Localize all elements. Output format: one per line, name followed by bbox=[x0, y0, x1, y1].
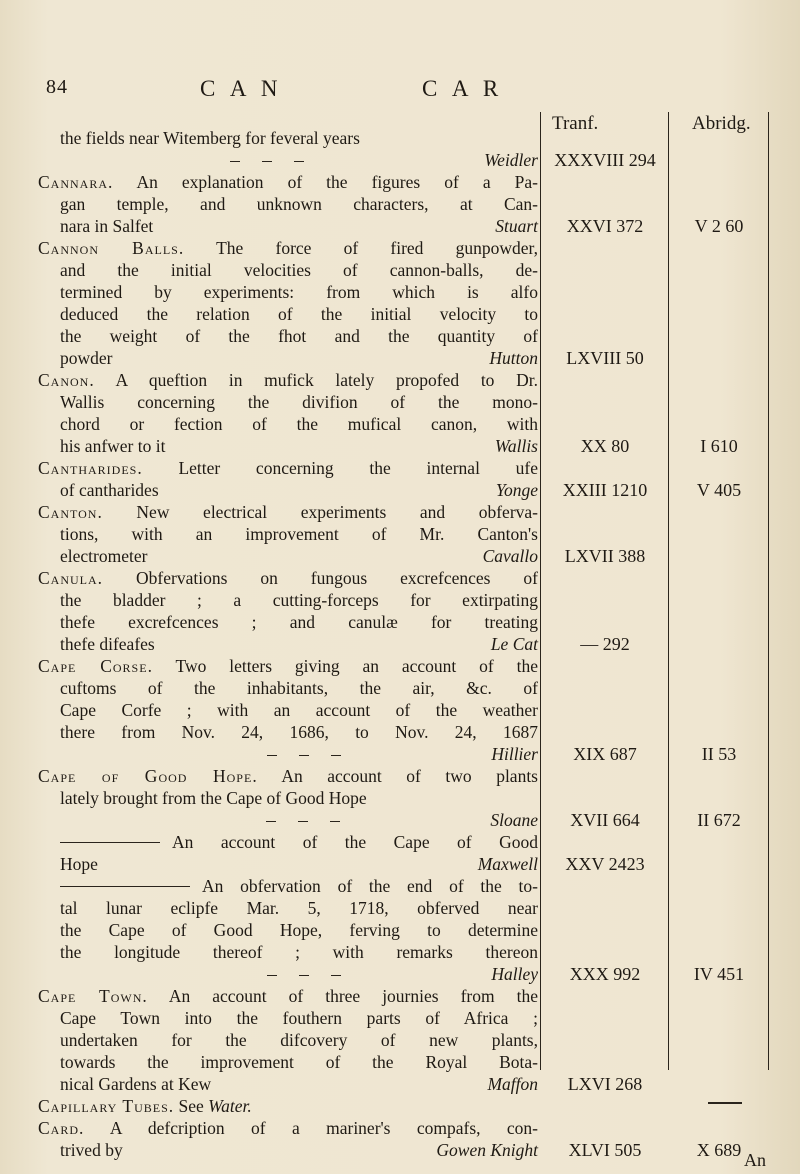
entry-head: Cape Corse. bbox=[38, 656, 153, 676]
entry-text-line: cuftoms of the inhabitants, the air, &c. of bbox=[60, 678, 538, 698]
entry-head: Cape Town. bbox=[38, 986, 148, 1006]
column-rule bbox=[768, 112, 769, 1070]
entry-text-line: tions, with an improvement of Mr. Canton's bbox=[60, 524, 538, 544]
entry-text-line: trived by bbox=[60, 1140, 123, 1160]
transactions-ref: XIX 687 bbox=[573, 744, 637, 764]
entry-text-line: lately brought from the Cape of Good Hope bbox=[60, 788, 367, 808]
entry-first-line: Cape of Good Hope. An account of two plants bbox=[38, 766, 538, 786]
transactions-ref: XXXVIII 294 bbox=[554, 150, 656, 170]
entry-author: Stuart bbox=[495, 216, 538, 236]
entry-first-line: An obfervation of the end of the to- bbox=[60, 876, 538, 896]
entry-author: Halley bbox=[491, 964, 538, 984]
column-head-transactions: Tranf. bbox=[552, 113, 599, 134]
entry-author: Maffon bbox=[487, 1074, 538, 1094]
entry-first-line: Cantharides. Letter concerning the internal ufe bbox=[38, 458, 538, 478]
catchword-rule bbox=[708, 1102, 742, 1104]
entry-author: Gowen Knight bbox=[436, 1140, 538, 1160]
entry-text-line: of cantharides bbox=[60, 480, 159, 500]
entry-text-line: powder bbox=[60, 348, 113, 368]
transactions-ref: XX 80 bbox=[580, 436, 630, 456]
cross-reference: Water. bbox=[208, 1096, 252, 1116]
catchword: An bbox=[744, 1150, 766, 1170]
abridgment-ref: II 672 bbox=[697, 810, 741, 830]
entry-first-line: Card. A defcription of a mariner's compafs, con- bbox=[38, 1118, 538, 1138]
entry-text-line: Cape Corfe ; with an account of the weather bbox=[60, 700, 538, 720]
entry-author: Yonge bbox=[495, 480, 538, 500]
entry-head: Canula. bbox=[38, 568, 104, 588]
entry-text-line: the Cape of Good Hope, ferving to determine bbox=[60, 920, 538, 940]
entry-author-line bbox=[38, 744, 538, 764]
entry-text-line: the longitude thereof ; with remarks thereon bbox=[60, 942, 538, 962]
entry-text-line: thefe excrefcences ; and canulæ for treating bbox=[60, 612, 538, 632]
transactions-ref: XLVI 505 bbox=[568, 1140, 642, 1160]
entry-text-line: and the initial velocities of cannon-balls, de- bbox=[60, 260, 538, 280]
entry-head: Card. bbox=[38, 1118, 85, 1138]
column-head-abridgment: Abridg. bbox=[692, 113, 751, 134]
entry-text-line: Hope bbox=[60, 854, 98, 874]
entry-text-line: the weight of the fhot and the quantity of bbox=[60, 326, 538, 346]
abridgment-ref: IV 451 bbox=[693, 964, 745, 984]
entry-head: Cannara. bbox=[38, 172, 114, 192]
entry-first-line: Canon. A queftion in mufick lately propofed to Dr. bbox=[38, 370, 538, 390]
entry-first-line: Cannara. An explanation of the figures of a Pa- bbox=[38, 172, 538, 192]
running-head-right: C A R bbox=[422, 76, 504, 101]
transactions-ref: XXV 2423 bbox=[565, 854, 645, 874]
entry-head: Cannon Balls. bbox=[38, 238, 185, 258]
transactions-ref: XXVI 372 bbox=[566, 216, 644, 236]
transactions-ref: XXIII 1210 bbox=[562, 480, 648, 500]
entry-text-line: Cape Town into the fouthern parts of Africa ; bbox=[60, 1008, 538, 1028]
running-head-left: C A N bbox=[200, 76, 283, 101]
entry-text-line: his anfwer to it bbox=[60, 436, 166, 456]
entry-text-line: tal lunar eclipfe Mar. 5, 1718, obferved near bbox=[60, 898, 538, 918]
entry-text-line: termined by experiments: from which is alfo bbox=[60, 282, 538, 302]
entry-first-line: Canula. Obfervations on fungous excrefcences of bbox=[38, 568, 539, 588]
entry-text-line: Wallis concerning the divifion of the mono- bbox=[60, 392, 538, 412]
entry-head: Capillary Tubes. bbox=[38, 1096, 175, 1116]
entry-author: Le Cat bbox=[490, 634, 538, 654]
entry-text-line: deduced the relation of the initial velocity to bbox=[60, 304, 538, 324]
entry-first-line: An account of the Cape of Good bbox=[60, 832, 538, 852]
entry-author: Hutton bbox=[489, 348, 538, 368]
entry-author-line bbox=[38, 964, 538, 984]
entry-author: Sloane bbox=[490, 810, 538, 830]
entry-text-line: the bladder ; a cutting-forceps for extirpating bbox=[60, 590, 538, 610]
entry-text-line: there from Nov. 24, 1686, to Nov. 24, 1687 bbox=[60, 722, 538, 742]
entry-author-line bbox=[38, 810, 538, 830]
transactions-ref: LXVI 268 bbox=[567, 1074, 643, 1094]
entry-head: Canton. bbox=[38, 502, 103, 522]
entry-author: Cavallo bbox=[482, 546, 538, 566]
entry-text-line: undertaken for the difcovery of new plants, bbox=[60, 1030, 538, 1050]
transactions-ref: LXVIII 50 bbox=[566, 348, 644, 368]
entry-head: Cape of Good Hope. bbox=[38, 766, 258, 786]
entry-author: Wallis bbox=[494, 436, 538, 456]
entry-first-line: Cannon Balls. The force of fired gunpowder, bbox=[38, 238, 538, 258]
entry-text-line: towards the improvement of the Royal Bota- bbox=[60, 1052, 538, 1072]
entry-text-line: the fields near Witemberg for feveral years bbox=[60, 128, 360, 148]
column-rule bbox=[540, 112, 541, 1070]
entry-first-line: Capillary Tubes. See Water. bbox=[38, 1096, 252, 1116]
abridgment-ref: X 689 bbox=[696, 1140, 742, 1160]
entry-head: Canon. bbox=[38, 370, 95, 390]
abridgment-ref: I 610 bbox=[700, 436, 738, 456]
entry-author: Maxwell bbox=[477, 854, 538, 874]
entry-text-line: gan temple, and unknown characters, at Can- bbox=[60, 194, 538, 214]
entry-text-line: nara in Salfet bbox=[60, 216, 154, 236]
abridgment-ref: V 2 60 bbox=[694, 216, 744, 236]
entry-head: Cantharides. bbox=[38, 458, 143, 478]
entry-first-line: Cape Corse. Two letters giving an account of the bbox=[38, 656, 538, 676]
abridgment-ref: V 405 bbox=[696, 480, 742, 500]
entry-text-line: thefe difeafes bbox=[60, 634, 155, 654]
entry-text-line: chord or fection of the mufical canon, with bbox=[60, 414, 538, 434]
entry-text-line: electrometer bbox=[60, 546, 148, 566]
entry-text-line: nical Gardens at Kew bbox=[60, 1074, 212, 1094]
entry-author: Weidler bbox=[484, 150, 538, 170]
transactions-ref: — 292 bbox=[580, 634, 630, 654]
transactions-ref: XVII 664 bbox=[570, 810, 640, 830]
transactions-ref: XXX 992 bbox=[569, 964, 641, 984]
entry-author-line bbox=[38, 150, 538, 170]
page-number: 84 bbox=[46, 76, 68, 98]
transactions-ref: LXVII 388 bbox=[564, 546, 646, 566]
entry-author: Hillier bbox=[491, 744, 538, 764]
entry-first-line: Cape Town. An account of three journies from the bbox=[38, 986, 538, 1006]
abridgment-ref: II 53 bbox=[701, 744, 737, 764]
column-rule bbox=[668, 112, 669, 1070]
entry-first-line: Canton. New electrical experiments and obferva- bbox=[38, 502, 539, 522]
